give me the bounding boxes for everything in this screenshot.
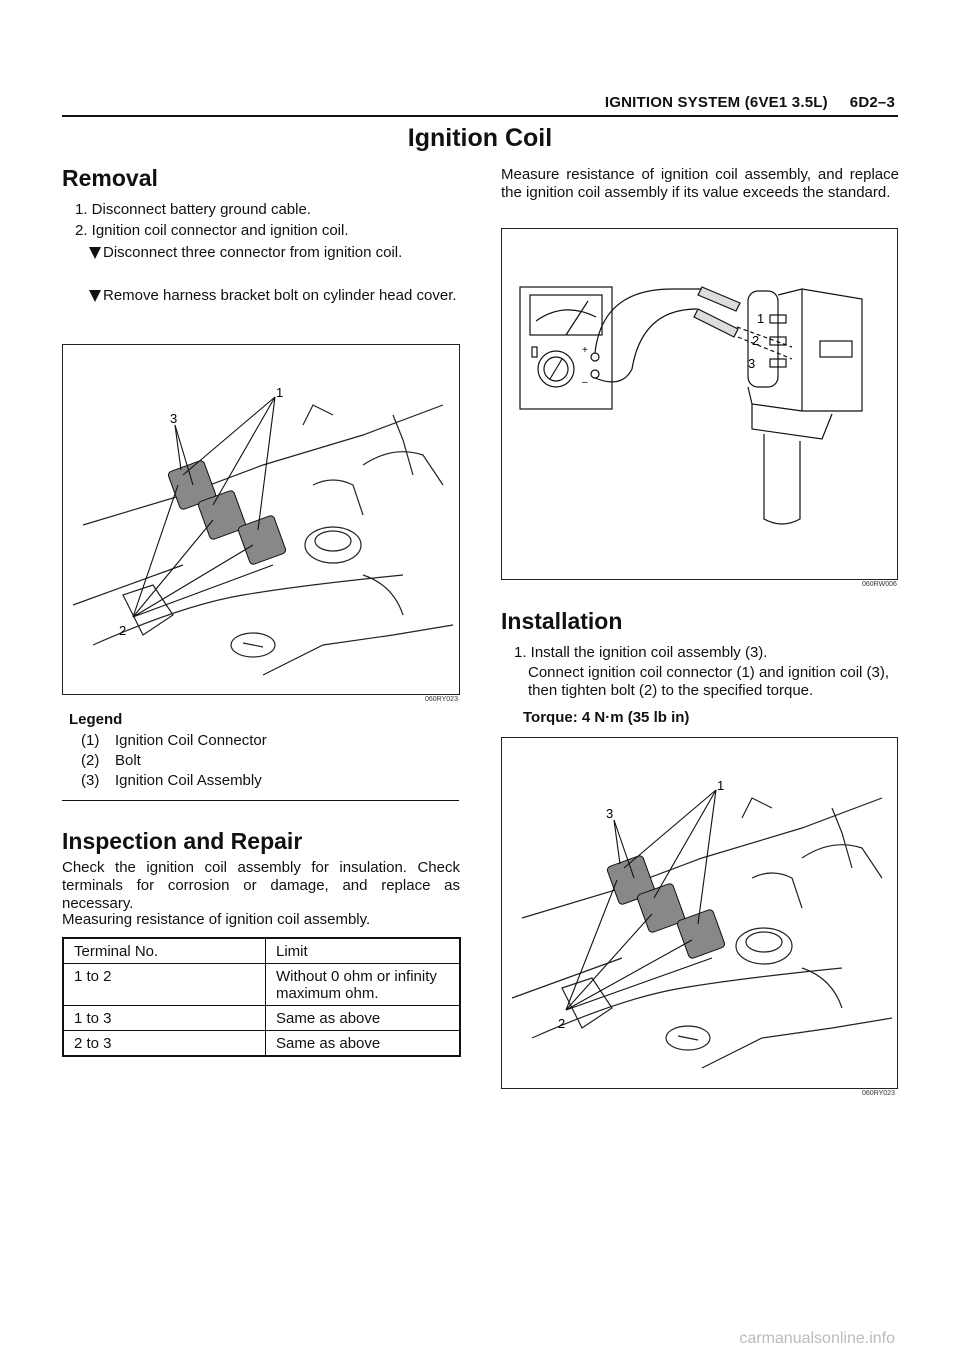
callout-2: 2 bbox=[558, 1016, 566, 1031]
table-header: Terminal No. bbox=[63, 938, 266, 964]
removal-bullet: Remove harness bracket bolt on cylinder head cover. bbox=[89, 287, 475, 305]
table-header: Limit bbox=[266, 938, 461, 964]
legend-num: (3) bbox=[81, 772, 100, 789]
table-cell: Same as above bbox=[266, 1006, 461, 1031]
engine-coil-figure bbox=[62, 344, 460, 695]
callout-3: 3 bbox=[170, 411, 178, 426]
table-cell: 1 to 3 bbox=[63, 1006, 266, 1031]
measure-paragraph: Measure resistance of ignition coil assembly, and replace the ignition coil assembly if its value exceeds the standard. bbox=[501, 166, 899, 201]
terminal-label-3: 3 bbox=[748, 356, 756, 371]
torque-spec: Torque: 4 N·m (35 lb in) bbox=[523, 709, 690, 726]
ohmmeter-illustration bbox=[502, 229, 897, 579]
engine-coil-illustration bbox=[63, 345, 459, 694]
callout-2: 2 bbox=[119, 623, 127, 638]
resistance-table bbox=[62, 937, 461, 1057]
table-row bbox=[63, 1006, 460, 1031]
callout-3: 3 bbox=[606, 806, 614, 821]
legend-text: Ignition Coil Connector bbox=[115, 732, 267, 749]
inspection-heading: Inspection and Repair bbox=[62, 828, 303, 854]
figure-code: 060RW006 bbox=[862, 581, 897, 588]
legend-num: (2) bbox=[81, 752, 100, 769]
running-header bbox=[605, 94, 895, 111]
removal-step-1: 1. Disconnect battery ground cable. bbox=[75, 201, 311, 218]
page-number: 6D2–3 bbox=[849, 94, 895, 111]
plus-terminal-label: + bbox=[582, 345, 588, 356]
page-title: Ignition Coil bbox=[407, 124, 553, 152]
figure-code: 060RY023 bbox=[862, 1090, 895, 1097]
inspection-paragraph: Check the ignition coil assembly for insulation. Check terminals for corrosion or damage, and replace as necessary. bbox=[62, 859, 460, 912]
table-cell: 1 to 2 bbox=[63, 964, 266, 1006]
removal-heading: Removal bbox=[62, 165, 158, 191]
removal-bullet: Disconnect three connector from ignition coil. bbox=[89, 244, 473, 262]
installation-step: 1. Install the ignition coil assembly (3). bbox=[514, 644, 768, 661]
installation-detail: Connect ignition coil connector (1) and ignition coil (3), then tighten bolt (2) to the specified torque. bbox=[528, 664, 890, 699]
header-rule bbox=[62, 115, 898, 117]
terminal-label-2: 2 bbox=[752, 333, 760, 348]
install-coil-illustration bbox=[502, 738, 897, 1088]
table-row bbox=[63, 1031, 460, 1057]
terminal-label-1: 1 bbox=[757, 311, 765, 326]
callout-1: 1 bbox=[276, 385, 284, 400]
callout-1: 1 bbox=[717, 778, 725, 793]
installation-heading: Installation bbox=[501, 608, 623, 634]
removal-step-2: 2. Ignition coil connector and ignition coil. bbox=[75, 222, 349, 239]
watermark: carmanualsonline.info bbox=[739, 1330, 895, 1347]
minus-terminal-label: – bbox=[582, 377, 588, 388]
inspection-paragraph: Measuring resistance of ignition coil assembly. bbox=[62, 911, 371, 928]
legend-num: (1) bbox=[81, 732, 100, 749]
table-cell: Same as above bbox=[266, 1031, 461, 1057]
figure-code: 060RY023 bbox=[425, 696, 458, 703]
legend-divider bbox=[62, 800, 459, 801]
table-row bbox=[63, 964, 460, 1006]
ohmmeter-figure bbox=[501, 228, 898, 580]
table-cell: 2 to 3 bbox=[63, 1031, 266, 1057]
legend-text: Bolt bbox=[115, 752, 141, 769]
table-header-row bbox=[63, 938, 460, 964]
table-cell: Without 0 ohm or infinity maximum ohm. bbox=[266, 964, 461, 1006]
install-coil-figure bbox=[501, 737, 898, 1089]
section-title: IGNITION SYSTEM (6VE1 3.5L) bbox=[604, 94, 828, 111]
legend-text: Ignition Coil Assembly bbox=[115, 772, 262, 789]
legend-title: Legend bbox=[69, 711, 123, 728]
